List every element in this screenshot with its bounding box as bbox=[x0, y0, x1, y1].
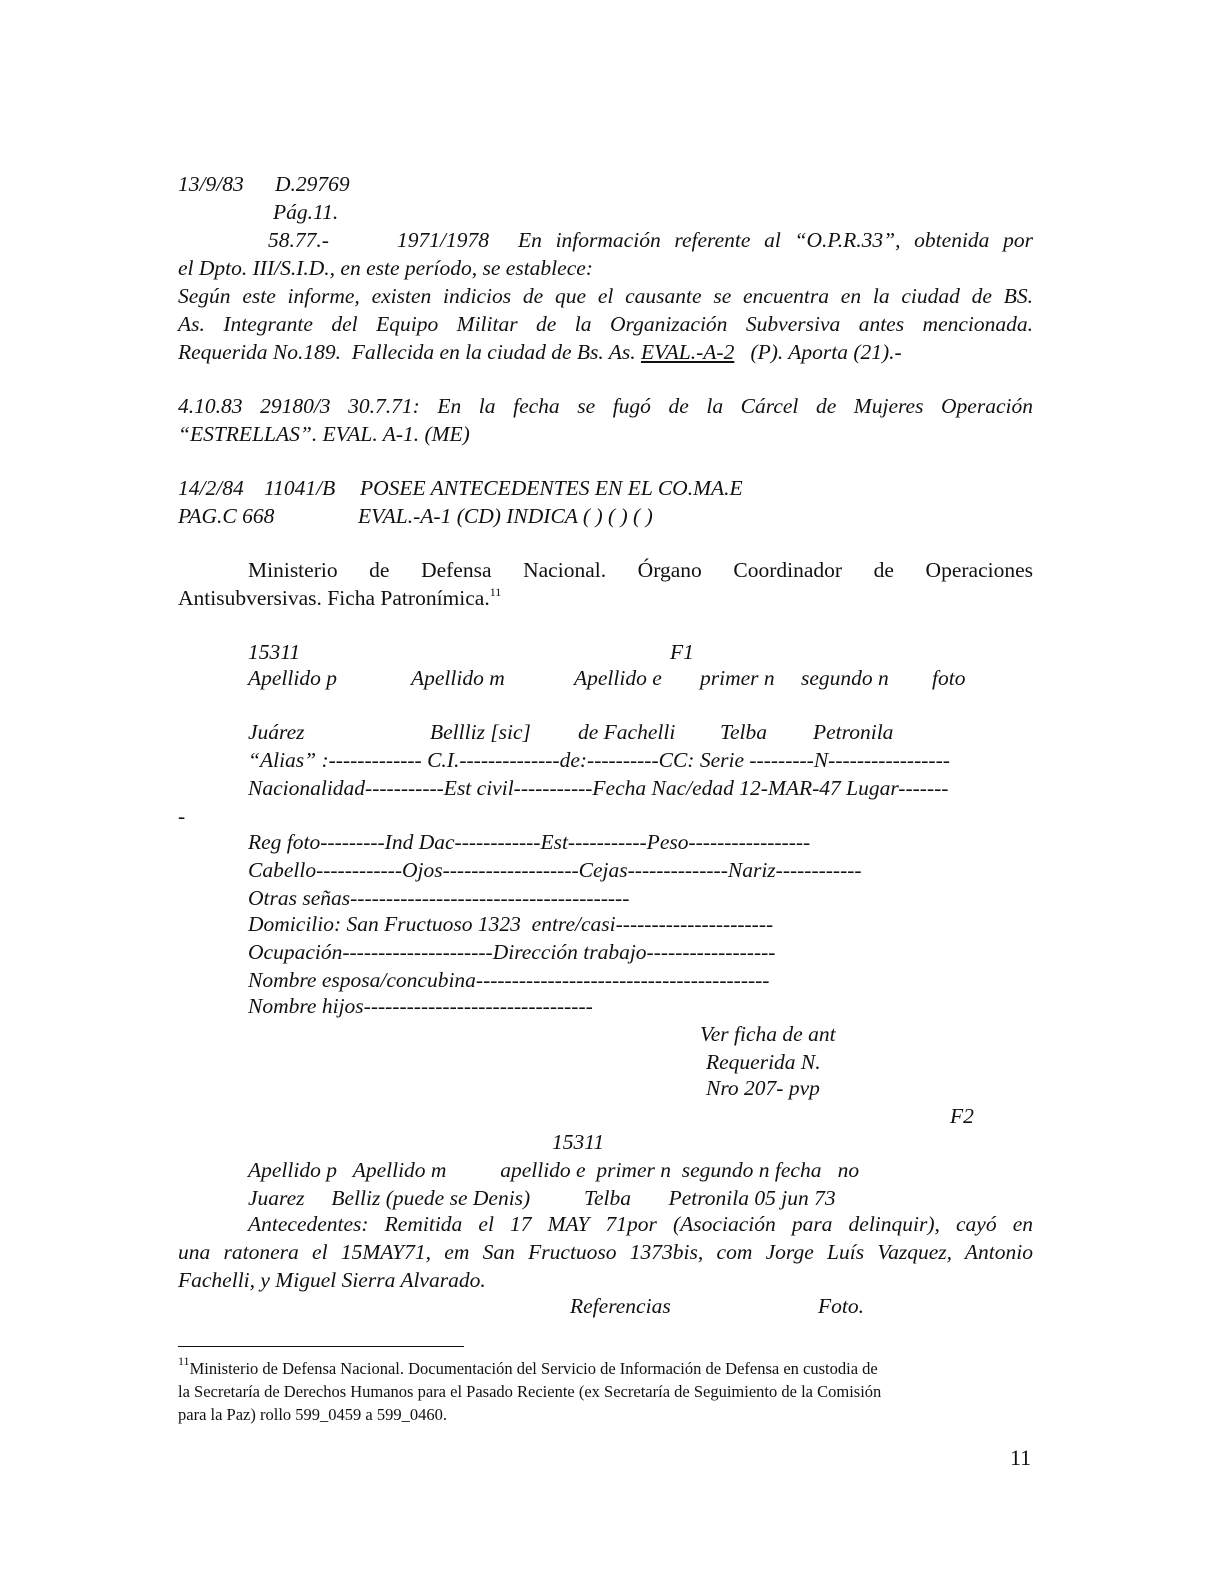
ficha2-header-line: Apellido p Apellido m apellido e primer n segundo n fecha no bbox=[248, 1158, 860, 1182]
entry1-years: 1971/1978 bbox=[397, 228, 489, 252]
intro-line2 bbox=[178, 584, 501, 612]
entry1-line4: As. Integrante del Equipo Militar de la Organización Subversiva antes mencionada. bbox=[178, 312, 1033, 336]
ficha1-header-foto: foto bbox=[932, 666, 966, 690]
entry3-text: POSEE ANTECEDENTES EN EL CO.MA.E bbox=[360, 476, 743, 500]
entry1-doc: D.29769 bbox=[275, 172, 350, 196]
ficha2-number: 15311 bbox=[552, 1130, 605, 1154]
footnote-line1-text: Ministerio de Defensa Nacional. Documentación del Servicio de Información de Defensa en custodia de bbox=[189, 1359, 878, 1378]
ficha1-nacionalidad-line: Nacionalidad-----------Est civil-----------Fecha Nac/edad 12-MAR-47 Lugar------- bbox=[248, 776, 949, 800]
entry1-ref: 58.77.- bbox=[268, 228, 329, 252]
intro-line1: Ministerio de Defensa Nacional. Órgano Coordinador de Operaciones bbox=[248, 558, 1033, 582]
ficha1-value-apellido-p: Juárez bbox=[248, 720, 305, 744]
ficha1-cabello-line: Cabello------------Ojos-------------------Cejas--------------Nariz------------ bbox=[248, 858, 862, 882]
ficha1-value-segundo-n: Petronila bbox=[813, 720, 894, 744]
ficha2-referencias: Referencias bbox=[570, 1294, 671, 1318]
entry1-page: Pág.11. bbox=[273, 200, 339, 224]
ficha1-number: 15311 bbox=[248, 640, 301, 664]
entry2-line2: “ESTRELLAS”. EVAL. A-1. (ME) bbox=[178, 422, 470, 446]
ficha1-header-segundo-n: segundo n bbox=[801, 666, 889, 690]
entry3-eval: EVAL.-A-1 (CD) INDICA ( ) ( ) ( ) bbox=[358, 504, 653, 528]
ficha1-value-primer-n: Telba bbox=[720, 720, 767, 744]
footnote-line1 bbox=[178, 1354, 1033, 1380]
ficha1-reg-line: Reg foto---------Ind Dac------------Est-----------Peso----------------- bbox=[248, 830, 811, 854]
entry1-date: 13/9/83 bbox=[178, 172, 244, 196]
page-number: 11 bbox=[1010, 1445, 1032, 1470]
entry1-line5-b: (P). Aporta (21).- bbox=[734, 340, 902, 364]
ficha1-header-apellido-m: Apellido m bbox=[411, 666, 505, 690]
ficha1-domicilio-line: Domicilio: San Fructuoso 1323 entre/casi---------------------- bbox=[248, 912, 774, 936]
footnote-line3: para la Paz) rollo 599_0459 a 599_0460. bbox=[178, 1405, 447, 1424]
ficha1-senas-line: Otras señas--------------------------------------- bbox=[248, 886, 630, 910]
footnote-separator bbox=[178, 1346, 464, 1347]
entry1-line5-a: Requerida No.189. Fallecida en la ciudad de Bs. As. bbox=[178, 340, 641, 364]
footnote-ref: 11 bbox=[489, 585, 502, 599]
intro-line2-text: Antisubversivas. Ficha Patronímica. bbox=[178, 586, 490, 610]
ficha1-note-requerida: Requerida N. bbox=[706, 1050, 821, 1074]
ficha1-note-ver-ficha: Ver ficha de ant bbox=[700, 1022, 836, 1046]
ficha2-antecedentes-1: Antecedentes: Remitida el 17 MAY 71por (Asociación para delinquir), cayó en bbox=[248, 1212, 1033, 1236]
entry1-line1: En información referente al “O.P.R.33”, obtenida por bbox=[518, 228, 1033, 252]
entry1-line3: Según este informe, existen indicios de que el causante se encuentra en la ciudad de BS. bbox=[178, 284, 1033, 308]
ficha1-header-primer-n: primer n bbox=[700, 666, 775, 690]
ficha1-nacionalidad-wrap: - bbox=[178, 804, 186, 828]
ficha1-esposa-line: Nombre esposa/concubina----------------------------------------- bbox=[248, 968, 770, 992]
ficha1-header-apellido-e: Apellido e bbox=[574, 666, 662, 690]
ficha1-value-apellido-e: de Fachelli bbox=[578, 720, 676, 744]
ficha1-value-apellido-m: Bellliz [sic] bbox=[430, 720, 531, 744]
ficha2-antecedentes-3: Fachelli, y Miguel Sierra Alvarado. bbox=[178, 1268, 486, 1292]
ficha1-header-apellido-p: Apellido p bbox=[248, 666, 337, 690]
entry1-line2: el Dpto. III/S.I.D., en este período, se establece: bbox=[178, 256, 593, 280]
footnote-line2: la Secretaría de Derechos Humanos para el Pasado Reciente (ex Secretaría de Seguimiento de la Comisión bbox=[178, 1382, 882, 1401]
footnote-number: 11 bbox=[178, 1354, 190, 1368]
entry3-pag: PAG.C 668 bbox=[178, 504, 275, 528]
ficha1-alias-line: “Alias” :------------- C.I.--------------de:----------CC: Serie ---------N----------------- bbox=[248, 748, 950, 772]
entry3-code: 11041/B bbox=[264, 476, 336, 500]
entry1-line5 bbox=[178, 338, 902, 366]
ficha2-foto: Foto. bbox=[818, 1294, 864, 1318]
ficha1-hijos-line: Nombre hijos-------------------------------- bbox=[248, 994, 593, 1018]
entry1-eval: EVAL.-A-2 bbox=[640, 340, 735, 364]
entry3-date: 14/2/84 bbox=[178, 476, 244, 500]
ficha1-ocupacion-line: Ocupación---------------------Dirección trabajo------------------ bbox=[248, 940, 776, 964]
ficha2-label: F2 bbox=[950, 1104, 974, 1128]
ficha2-antecedentes-2: una ratonera el 15MAY71, em San Fructuoso 1373bis, com Jorge Luís Vazquez, Antonio bbox=[178, 1240, 1033, 1264]
ficha1-note-nro: Nro 207- pvp bbox=[706, 1076, 820, 1100]
entry2-line1: 4.10.83 29180/3 30.7.71: En la fecha se fugó de la Cárcel de Mujeres Operación bbox=[178, 394, 1033, 418]
ficha1-label: F1 bbox=[670, 640, 694, 664]
ficha2-values-line: Juarez Belliz (puede se Denis) Telba Petronila 05 jun 73 bbox=[248, 1186, 836, 1210]
